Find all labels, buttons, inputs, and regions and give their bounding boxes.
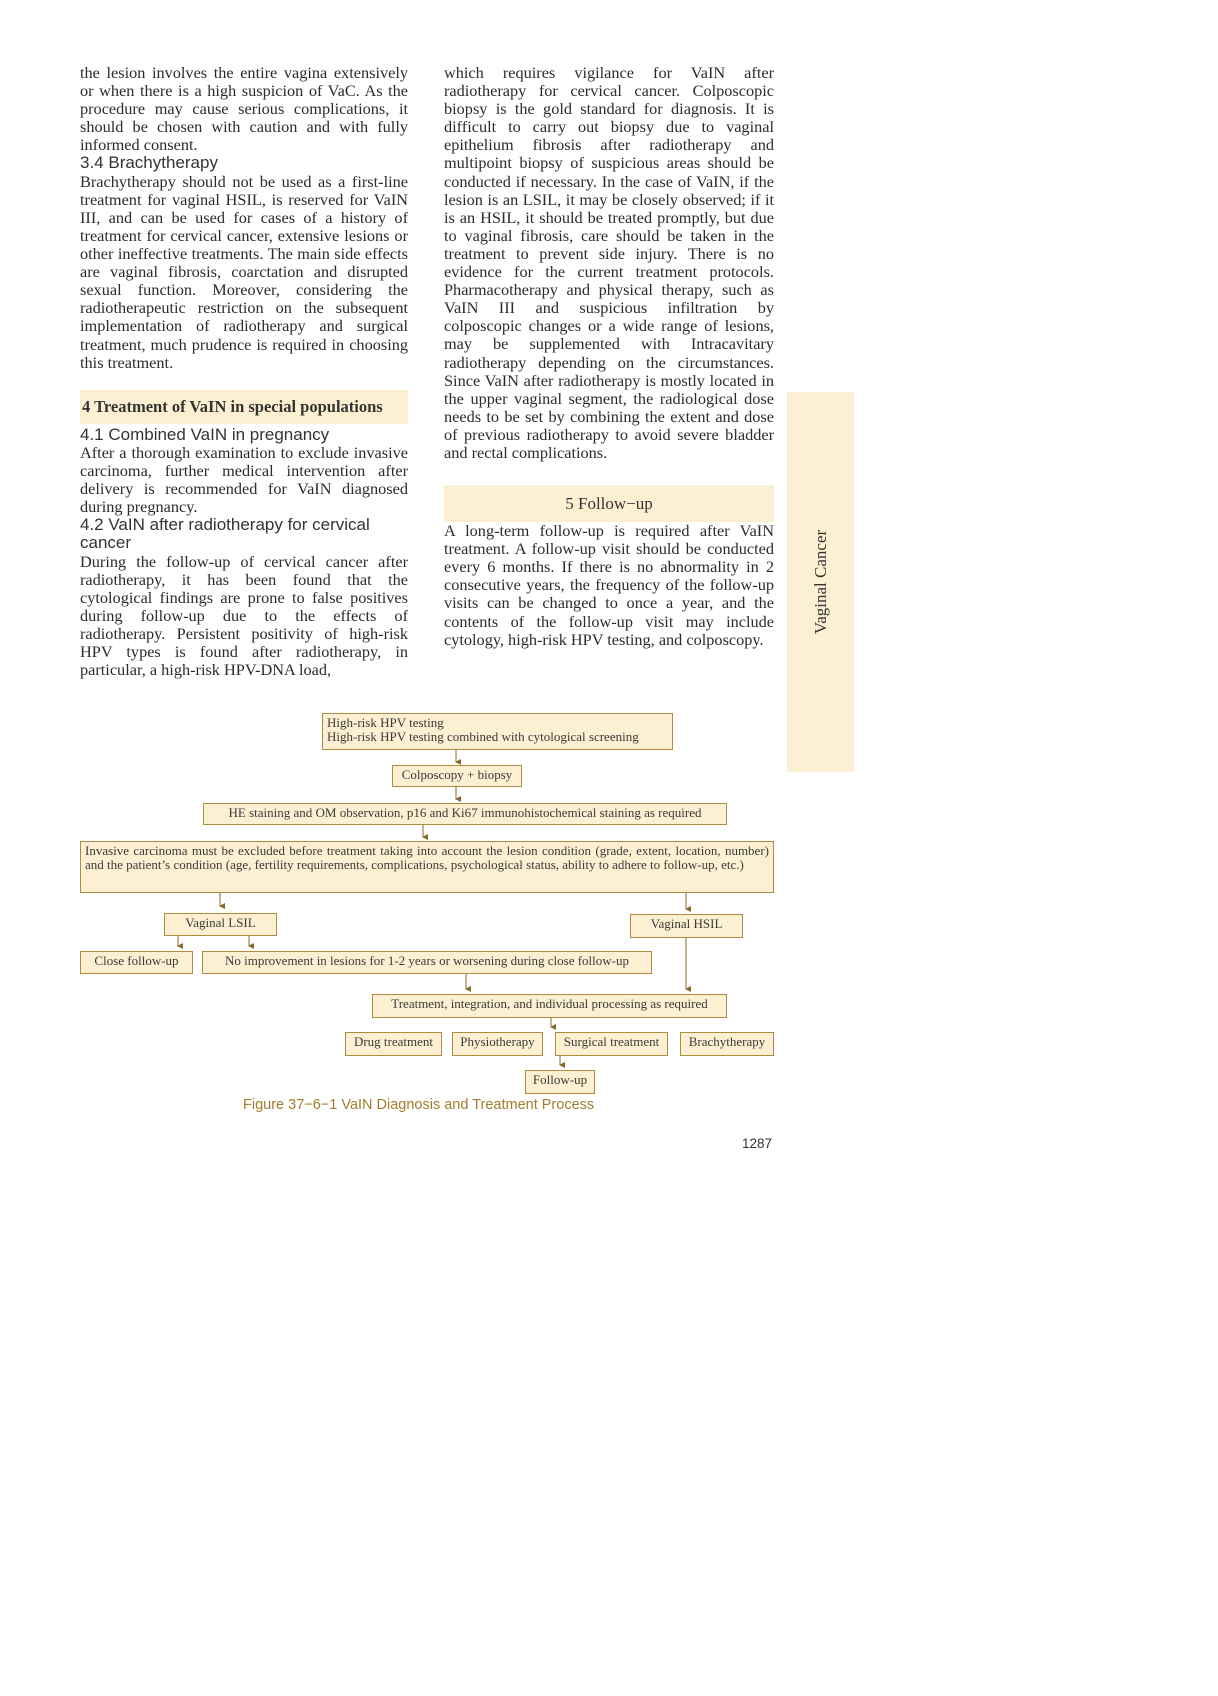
- left-paragraph-4: During the follow-up of cervical cancer after radiotherapy, it has been found that the cytological findings are prone to false positives during follow-up due to the effects of radiotherapy. Persistent positivity of high-risk HPV types is found after radiotherapy, in particular, a high-risk HPV-DNA load,: [80, 551, 408, 680]
- section-5-title: 5 Follow−up: [565, 493, 653, 513]
- section-4-title: 4 Treatment of VaIN in special populations: [82, 396, 383, 416]
- right-column: [444, 64, 774, 649]
- flow-box-hpv-testing: [322, 713, 673, 750]
- flow-hpv-line-2: High-risk HPV testing combined with cytological screening: [327, 729, 639, 745]
- flow-box-drug-treatment: Drug treatment: [345, 1032, 442, 1056]
- section-4-heading: [80, 390, 408, 424]
- left-paragraph-3: After a thorough examination to exclude invasive carcinoma, further medical intervention after delivery is recommended for VaIN diagnosed during pregnancy.: [80, 442, 408, 517]
- chapter-side-tab-label: Vaginal Cancer: [810, 529, 830, 635]
- flow-box-vaginal-hsil: Vaginal HSIL: [630, 914, 743, 938]
- flow-box-staining: HE staining and OM observation, p16 and Ki67 immunohistochemical staining as required: [203, 803, 727, 825]
- page-number: 1287: [742, 1136, 773, 1151]
- flow-box-treatment: Treatment, integration, and individual processing as required: [372, 994, 727, 1018]
- flow-box-brachytherapy: Brachytherapy: [680, 1032, 774, 1056]
- left-paragraph-1: the lesion involves the entire vagina extensively or when there is a high suspicion of VaC. As the procedure may cause serious complications, it should be chosen with caution and with fully informed consent.: [80, 63, 408, 155]
- flow-box-surgical-treatment: Surgical treatment: [555, 1032, 668, 1056]
- flow-hpv-line-1: High-risk HPV testing: [327, 715, 444, 730]
- flow-box-vaginal-lsil: Vaginal LSIL: [164, 913, 277, 936]
- flow-box-follow-up: Follow-up: [525, 1070, 595, 1094]
- right-paragraph-2: A long-term follow-up is required after VaIN treatment. A follow-up visit should be conducted every 6 months. If there is no abnormality in 2 consecutive years, the frequency of the follow-up visits can be changed to once a year, and the contents of the follow-up visit may include cytology, high-risk HPV testing, and colposcopy.: [444, 521, 774, 649]
- left-paragraph-2: Brachytherapy should not be used as a first-line treatment for vaginal HSIL, is reserved for VaIN III, and can be used for cases of a history of treatment for cervical cancer, extensive lesions or other ineffective treatments. The main side effects are vaginal fibrosis, coarctation and disrupted sexual function. Moreover, considering the radiotherapeutic restriction on the subsequent implementation of radiotherapy and surgical treatment, much prudence is required in choosing this treatment.: [80, 171, 408, 372]
- flow-box-exclusion: Invasive carcinoma must be excluded before treatment taking into account the lesion condition (grade, extent, location, number) and the patient’s condition (age, fertility requirements, complications, psychological status, ability to adhere to follow-up, etc.): [80, 841, 774, 893]
- flow-box-colposcopy: Colposcopy + biopsy: [392, 765, 522, 787]
- left-column: [80, 64, 408, 679]
- right-paragraph-1: which requires vigilance for VaIN after radiotherapy for cervical cancer. Colposcopic biopsy is the gold standard for diagnosis. It is difficult to carry out biopsy due to vaginal epithelium fibrosis after radiotherapy and multipoint biopsy of suspicious areas should be conducted if necessary. In the case of VaIN, if the lesion is an LSIL, it may be closely observed; if it is an HSIL, it should be treated promptly, but due to vaginal fibrosis, care should be taken in the treatment to prevent side injury. There is no evidence for the current treatment protocols. Pharmacotherapy and physical therapy, such as VaIN III and suspicious infiltration by colposcopic changes or a wide range of lesions, may be supplemented with Intracavitary radiotherapy depending on the circumstances. Since VaIN after radiotherapy is mostly located in the upper vaginal segment, the radiological dose needs to be set by combining the extent and dose of previous radiotherapy to avoid severe bladder and rectal complications.: [444, 63, 774, 462]
- heading-3-4: 3.4 Brachytherapy: [80, 153, 218, 173]
- heading-4-1: 4.1 Combined VaIN in pregnancy: [80, 424, 330, 444]
- heading-4-2: 4.2 VaIN after radiotherapy for cervical cancer: [80, 515, 370, 553]
- flow-box-physiotherapy: Physiotherapy: [452, 1032, 543, 1056]
- flow-box-close-followup: Close follow-up: [80, 951, 193, 974]
- section-5-heading: [444, 485, 774, 522]
- figure-caption: Figure 37−6−1 VaIN Diagnosis and Treatment Process: [243, 1097, 595, 1113]
- flow-box-no-improvement: No improvement in lesions for 1-2 years or worsening during close follow-up: [202, 951, 652, 974]
- chapter-side-tab: [787, 392, 854, 772]
